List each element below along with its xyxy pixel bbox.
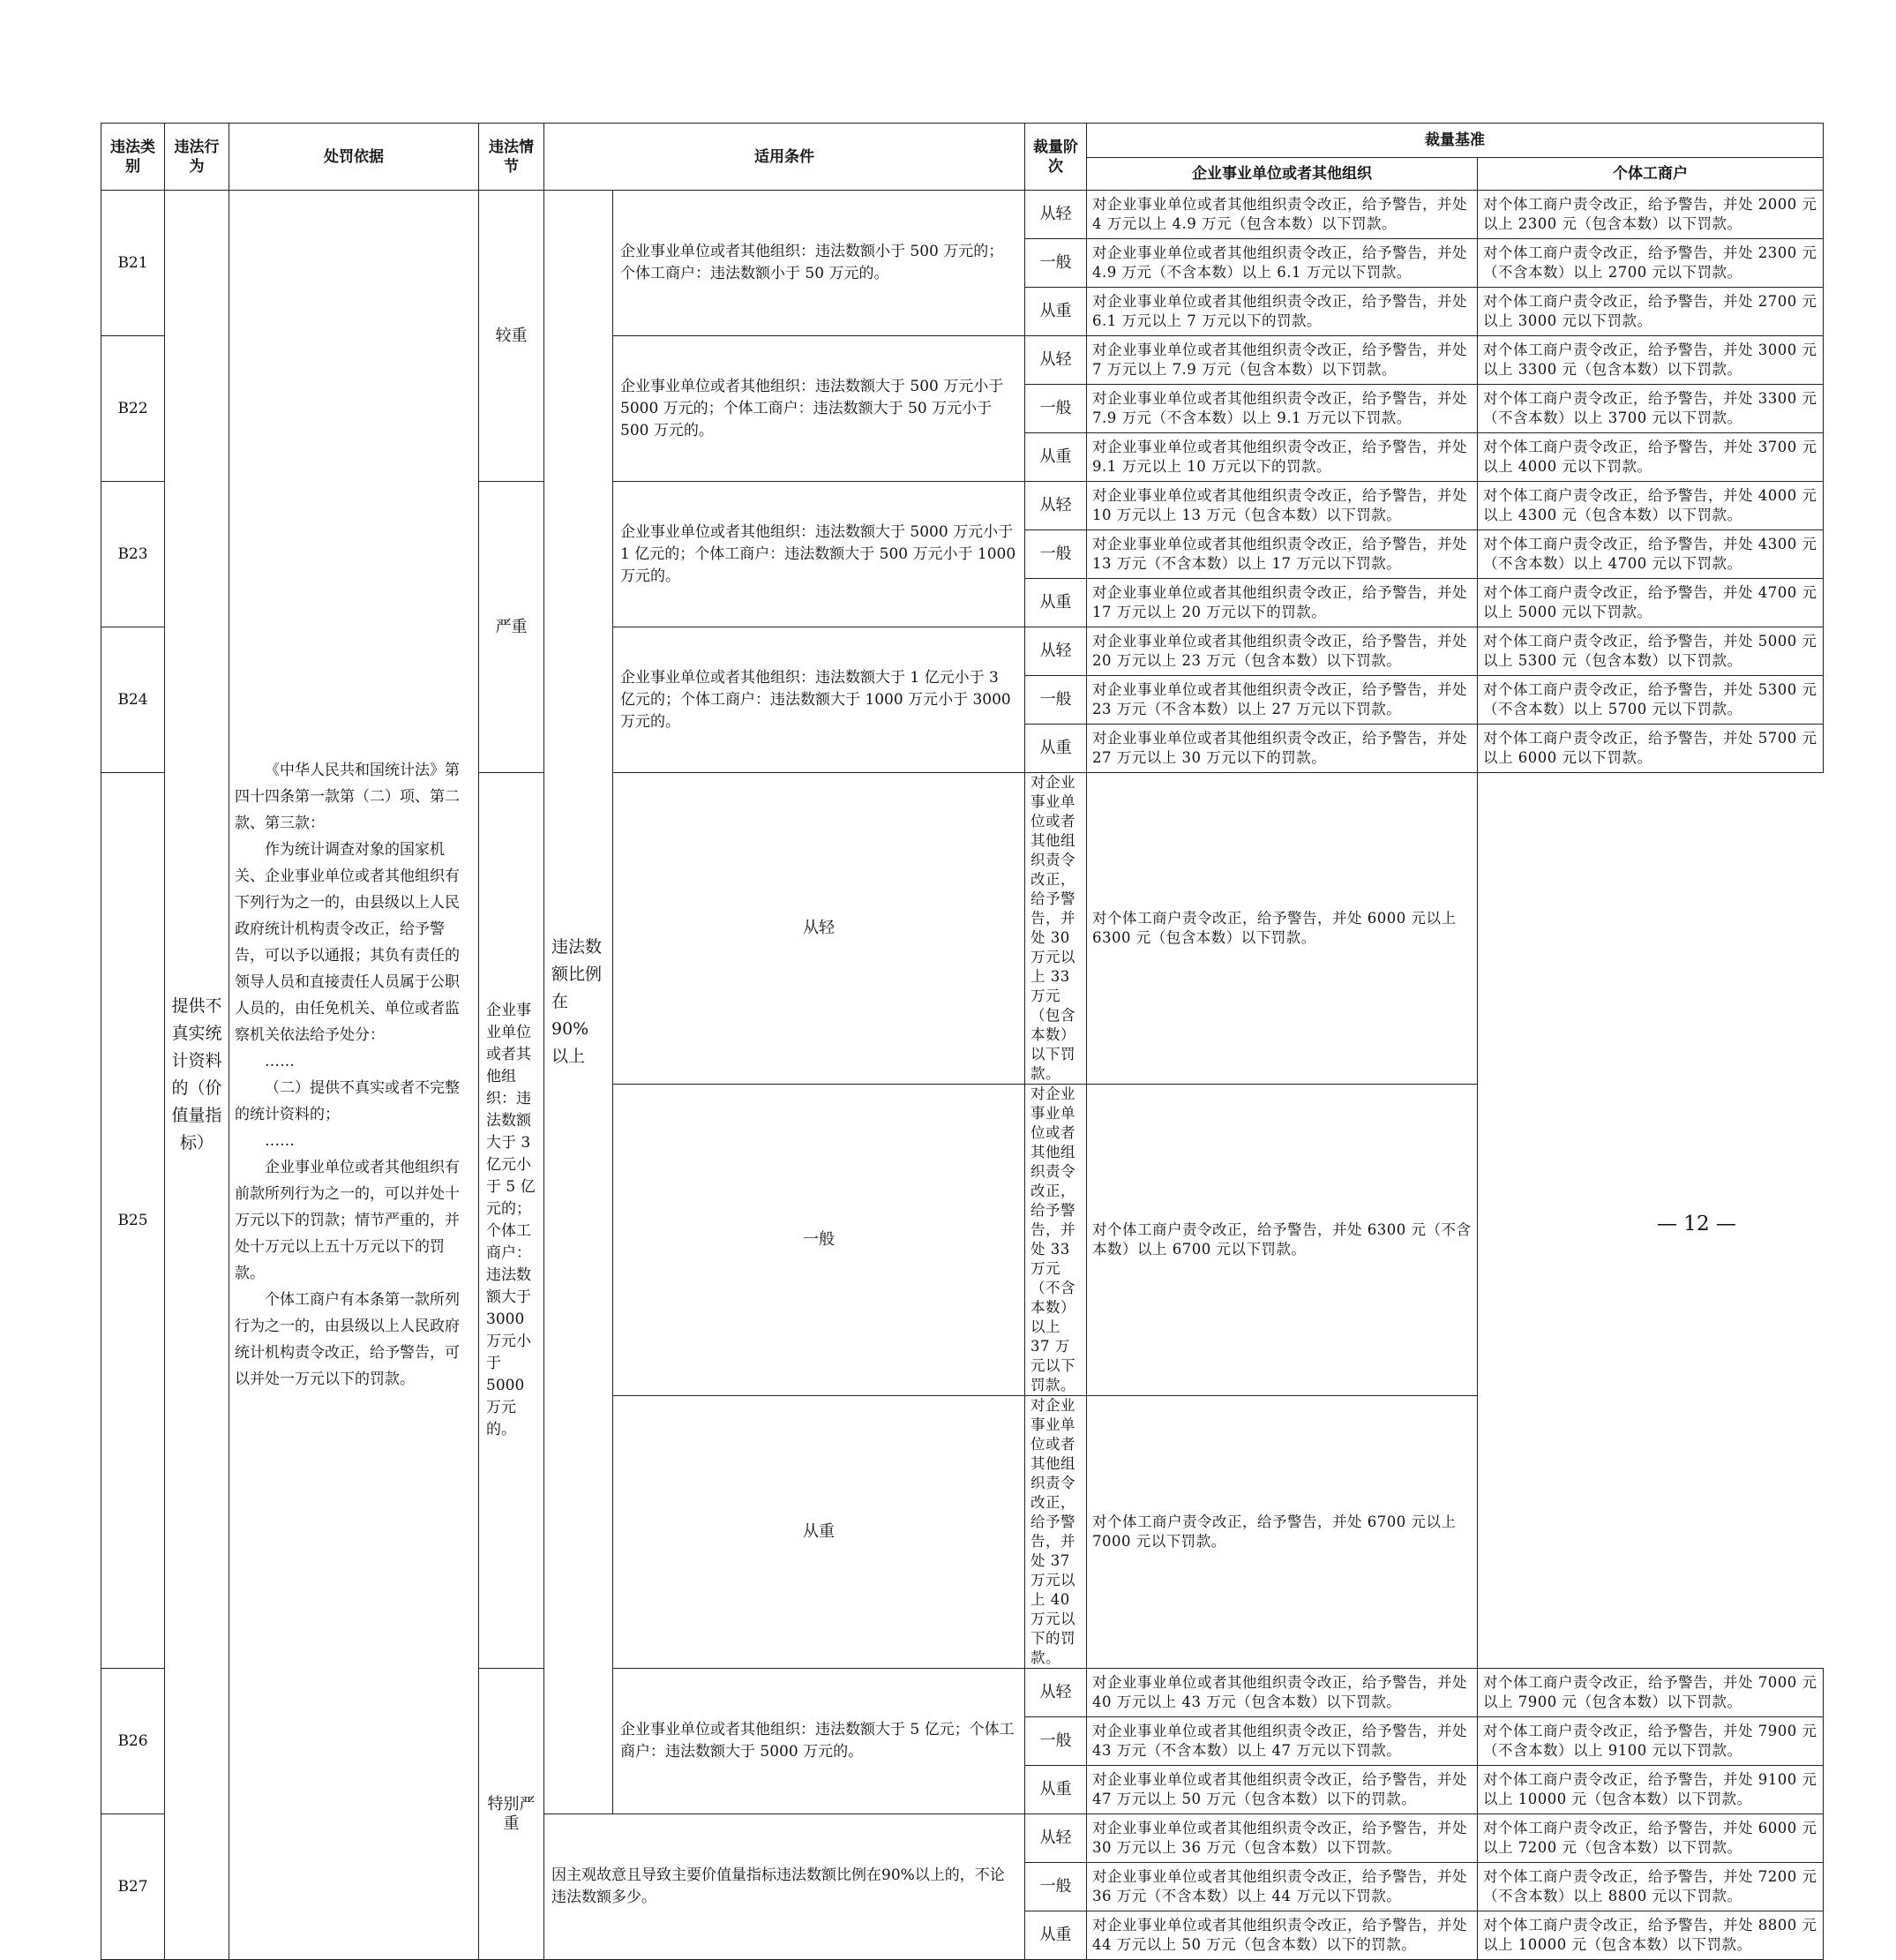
basis-paragraph: …… xyxy=(265,1132,295,1150)
individual-standard: 对个体工商户责令改正，给予警告，并处 3300 元（不含本数）以上 3700 元以下罚款。 xyxy=(1478,385,1824,433)
basis-paragraph: （二）提供不真实或者不完整的统计资料的； xyxy=(235,1079,460,1123)
circumstance-level: 特别严重 xyxy=(479,1669,544,1960)
table-row xyxy=(101,191,1824,239)
discretion-level: 从重 xyxy=(1025,579,1087,627)
enterprise-standard: 对企业事业单位或者其他组织责令改正，给予警告，并处 4 万元以上 4.9 万元（包含本数）以下罚款。 xyxy=(1087,191,1478,239)
header-individual: 个体工商户 xyxy=(1478,158,1824,191)
discretion-level: 从轻 xyxy=(1025,1814,1087,1863)
enterprise-standard: 对企业事业单位或者其他组织责令改正，给予警告，并处 10 万元以上 13 万元（包含本数）以下罚款。 xyxy=(1087,482,1478,530)
discretion-level: 从轻 xyxy=(1025,1669,1087,1717)
discretion-level: 一般 xyxy=(1025,239,1087,288)
applicable-condition: 企业事业单位或者其他组织：违法数额大于 5000 万元小于 1 亿元的；个体工商户：违法数额大于 500 万元小于 1000 万元的。 xyxy=(613,482,1025,627)
header-level: 裁量阶次 xyxy=(1025,124,1087,191)
applicable-condition: 企业事业单位或者其他组织：违法数额大于 5 亿元；个体工商户：违法数额大于 5000 万元的。 xyxy=(613,1669,1025,1814)
header-category: 违法类别 xyxy=(101,124,165,191)
page-number: — 12 — xyxy=(1657,1213,1736,1235)
individual-standard: 对个体工商户责令改正，给予警告，并处 5700 元以上 6000 元以下罚款。 xyxy=(1478,725,1824,773)
enterprise-standard: 对企业事业单位或者其他组织责令改正，给予警告，并处 30 万元以上 36 万元（包含本数）以下罚款。 xyxy=(1087,1814,1478,1863)
enterprise-standard: 对企业事业单位或者其他组织责令改正，给予警告，并处 17 万元以上 20 万元以下的罚款。 xyxy=(1087,579,1478,627)
discretion-level: 从轻 xyxy=(1025,627,1087,676)
basis-paragraph: 个体工商户有本条第一款所列行为之一的，由县级以上人民政府统计机构责令改正，给予警告，可以并处一万元以下的罚款。 xyxy=(235,1291,460,1388)
enterprise-standard: 对企业事业单位或者其他组织责令改正，给予警告，并处 7 万元以上 7.9 万元（包含本数）以下罚款。 xyxy=(1087,336,1478,385)
header-circumstance: 违法情节 xyxy=(479,124,544,191)
applicable-condition: 企业事业单位或者其他组织：违法数额大于 500 万元小于 5000 万元的；个体工商户：违法数额大于 50 万元小于 500 万元的。 xyxy=(613,336,1025,482)
discretion-level: 从重 xyxy=(1025,1766,1087,1814)
individual-standard: 对个体工商户责令改正，给予警告，并处 2000 元以上 2300 元（包含本数）以下罚款。 xyxy=(1478,191,1824,239)
header-condition: 适用条件 xyxy=(544,124,1025,191)
applicable-condition: 因主观故意且导致主要价值量指标违法数额比例在90%以上的，不论违法数额多少。 xyxy=(544,1814,1025,1960)
individual-standard: 对个体工商户责令改正，给予警告，并处 6000 元以上 6300 元（包含本数）以下罚款。 xyxy=(1087,773,1478,1085)
header-enterprise: 企业事业单位或者其他组织 xyxy=(1087,158,1478,191)
basis-paragraph: 作为统计调查对象的国家机关、企业事业单位或者其他组织有下列行为之一的，由县级以上人民政府统计机构责令改正，给予警告，可以予以通报；其负有责任的领导人员和直接责任人员属于公职人员的，由任免机关、单位或者监察机关依法给予处分： xyxy=(235,841,460,1044)
enterprise-standard: 对企业事业单位或者其他组织责令改正，给予警告，并处 33 万元（不含本数）以上 37 万元以下罚款。 xyxy=(1025,1085,1087,1396)
header-basis: 处罚依据 xyxy=(229,124,479,191)
applicable-condition: 企业事业单位或者其他组织：违法数额大于 1 亿元小于 3 亿元的；个体工商户：违法数额大于 1000 万元小于 3000 万元的。 xyxy=(613,627,1025,773)
enterprise-standard: 对企业事业单位或者其他组织责令改正，给予警告，并处 37 万元以上 40 万元以下的罚款。 xyxy=(1025,1396,1087,1669)
enterprise-standard: 对企业事业单位或者其他组织责令改正，给予警告，并处 43 万元（不含本数）以上 47 万元以下罚款。 xyxy=(1087,1717,1478,1766)
penalty-table-sheet xyxy=(101,123,1823,1960)
basis-paragraph: 企业事业单位或者其他组织有前款所列行为之一的，可以并处十万元以下的罚款；情节严重的，并处十万元以上五十万元以下的罚款。 xyxy=(235,1159,460,1282)
enterprise-standard: 对企业事业单位或者其他组织责令改正，给予警告，并处 27 万元以上 30 万元以下的罚款。 xyxy=(1087,725,1478,773)
header-behavior: 违法行为 xyxy=(165,124,229,191)
discretion-level: 从重 xyxy=(1025,725,1087,773)
category-code: B24 xyxy=(101,627,165,773)
discretion-level: 一般 xyxy=(1025,1717,1087,1766)
individual-standard: 对个体工商户责令改正，给予警告，并处 8800 元以上 10000 元（包含本数）以下罚款。 xyxy=(1478,1911,1824,1960)
violation-behavior: 提供不真实统计资料的（价值量指标） xyxy=(165,191,229,1960)
enterprise-standard: 对企业事业单位或者其他组织责令改正，给予警告，并处 44 万元以上 50 万元（包含本数）以下的罚款。 xyxy=(1087,1911,1478,1960)
discretion-level: 从轻 xyxy=(1025,336,1087,385)
enterprise-standard: 对企业事业单位或者其他组织责令改正，给予警告，并处 30 万元以上 33 万元（包含本数）以下罚款。 xyxy=(1025,773,1087,1085)
basis-paragraph: …… xyxy=(265,1053,295,1070)
basis-paragraph: 《中华人民共和国统计法》第四十四条第一款第（二）项、第二款、第三款： xyxy=(235,762,460,832)
penalty-basis xyxy=(229,191,479,1960)
penalty-standard-table xyxy=(101,123,1824,1960)
discretion-level: 一般 xyxy=(1025,385,1087,433)
category-code: B27 xyxy=(101,1814,165,1960)
individual-standard: 对个体工商户责令改正，给予警告，并处 7900 元（不含本数）以上 9100 元以下罚款。 xyxy=(1478,1717,1824,1766)
applicable-condition: 企业事业单位或者其他组织：违法数额小于 500 万元的；个体工商户：违法数额小于 50 万元的。 xyxy=(613,191,1025,336)
header-standard: 裁量基准 xyxy=(1087,124,1824,158)
enterprise-standard: 对企业事业单位或者其他组织责令改正，给予警告，并处 9.1 万元以上 10 万元以下的罚款。 xyxy=(1087,433,1478,482)
individual-standard: 对个体工商户责令改正，给予警告，并处 7200 元（不含本数）以上 8800 元以下罚款。 xyxy=(1478,1863,1824,1911)
enterprise-standard: 对企业事业单位或者其他组织责令改正，给予警告，并处 7.9 万元（不含本数）以上 9.1 万元以下罚款。 xyxy=(1087,385,1478,433)
enterprise-standard: 对企业事业单位或者其他组织责令改正，给予警告，并处 40 万元以上 43 万元（包含本数）以下罚款。 xyxy=(1087,1669,1478,1717)
category-code: B21 xyxy=(101,191,165,336)
individual-standard: 对个体工商户责令改正，给予警告，并处 6000 元以上 7200 元（包含本数）以下罚款。 xyxy=(1478,1814,1824,1863)
discretion-level: 一般 xyxy=(1025,530,1087,579)
ratio-condition: 违法数额比例在 90%以上 xyxy=(544,191,613,1814)
enterprise-standard: 对企业事业单位或者其他组织责令改正，给予警告，并处 36 万元（不含本数）以上 44 万元以下罚款。 xyxy=(1087,1863,1478,1911)
enterprise-standard: 对企业事业单位或者其他组织责令改正，给予警告，并处 20 万元以上 23 万元（包含本数）以下罚款。 xyxy=(1087,627,1478,676)
category-code: B23 xyxy=(101,482,165,627)
individual-standard: 对个体工商户责令改正，给予警告，并处 7000 元以上 7900 元（包含本数）以下罚款。 xyxy=(1478,1669,1824,1717)
discretion-level: 从重 xyxy=(1025,433,1087,482)
category-code: B25 xyxy=(101,773,165,1669)
individual-standard: 对个体工商户责令改正，给予警告，并处 4300 元（不含本数）以上 4700 元以下罚款。 xyxy=(1478,530,1824,579)
enterprise-standard: 对企业事业单位或者其他组织责令改正，给予警告，并处 6.1 万元以上 7 万元以下的罚款。 xyxy=(1087,288,1478,336)
individual-standard: 对个体工商户责令改正，给予警告，并处 2300 元（不含本数）以上 2700 元以下罚款。 xyxy=(1478,239,1824,288)
discretion-level: 一般 xyxy=(1025,1863,1087,1911)
category-code: B26 xyxy=(101,1669,165,1814)
circumstance-level: 较重 xyxy=(479,191,544,482)
enterprise-standard: 对企业事业单位或者其他组织责令改正，给予警告，并处 47 万元以上 50 万元（包含本数）以下的罚款。 xyxy=(1087,1766,1478,1814)
applicable-condition: 企业事业单位或者其他组织：违法数额大于 3 亿元小于 5 亿元的；个体工商户：违法数额大于 3000 万元小于 5000 万元的。 xyxy=(479,773,544,1669)
individual-standard: 对个体工商户责令改正，给予警告，并处 6700 元以上 7000 元以下罚款。 xyxy=(1087,1396,1478,1669)
discretion-level: 从重 xyxy=(1025,1911,1087,1960)
discretion-level: 从轻 xyxy=(1025,482,1087,530)
discretion-level: 从重 xyxy=(613,1396,1025,1669)
discretion-level: 一般 xyxy=(1025,676,1087,725)
enterprise-standard: 对企业事业单位或者其他组织责令改正，给予警告，并处 4.9 万元（不含本数）以上 6.1 万元以下罚款。 xyxy=(1087,239,1478,288)
individual-standard: 对个体工商户责令改正，给予警告，并处 3000 元以上 3300 元（包含本数）以下罚款。 xyxy=(1478,336,1824,385)
discretion-level: 从轻 xyxy=(1025,191,1087,239)
individual-standard: 对个体工商户责令改正，给予警告，并处 4000 元以上 4300 元（包含本数）以下罚款。 xyxy=(1478,482,1824,530)
individual-standard: 对个体工商户责令改正，给予警告，并处 3700 元以上 4000 元以下罚款。 xyxy=(1478,433,1824,482)
individual-standard: 对个体工商户责令改正，给予警告，并处 9100 元以上 10000 元（包含本数）以下罚款。 xyxy=(1478,1766,1824,1814)
individual-standard: 对个体工商户责令改正，给予警告，并处 4700 元以上 5000 元以下罚款。 xyxy=(1478,579,1824,627)
individual-standard: 对个体工商户责令改正，给予警告，并处 6300 元（不含本数）以上 6700 元以下罚款。 xyxy=(1087,1085,1478,1396)
individual-standard: 对个体工商户责令改正，给予警告，并处 5300 元（不含本数）以上 5700 元以下罚款。 xyxy=(1478,676,1824,725)
enterprise-standard: 对企业事业单位或者其他组织责令改正，给予警告，并处 13 万元（不含本数）以上 17 万元以下罚款。 xyxy=(1087,530,1478,579)
discretion-level: 一般 xyxy=(613,1085,1025,1396)
circumstance-level: 严重 xyxy=(479,482,544,773)
enterprise-standard: 对企业事业单位或者其他组织责令改正，给予警告，并处 23 万元（不含本数）以上 27 万元以下罚款。 xyxy=(1087,676,1478,725)
category-code: B22 xyxy=(101,336,165,482)
discretion-level: 从重 xyxy=(1025,288,1087,336)
discretion-level: 从轻 xyxy=(613,773,1025,1085)
individual-standard: 对个体工商户责令改正，给予警告，并处 2700 元以上 3000 元以下罚款。 xyxy=(1478,288,1824,336)
table-body xyxy=(101,191,1824,1960)
individual-standard: 对个体工商户责令改正，给予警告，并处 5000 元以上 5300 元（包含本数）以下罚款。 xyxy=(1478,627,1824,676)
